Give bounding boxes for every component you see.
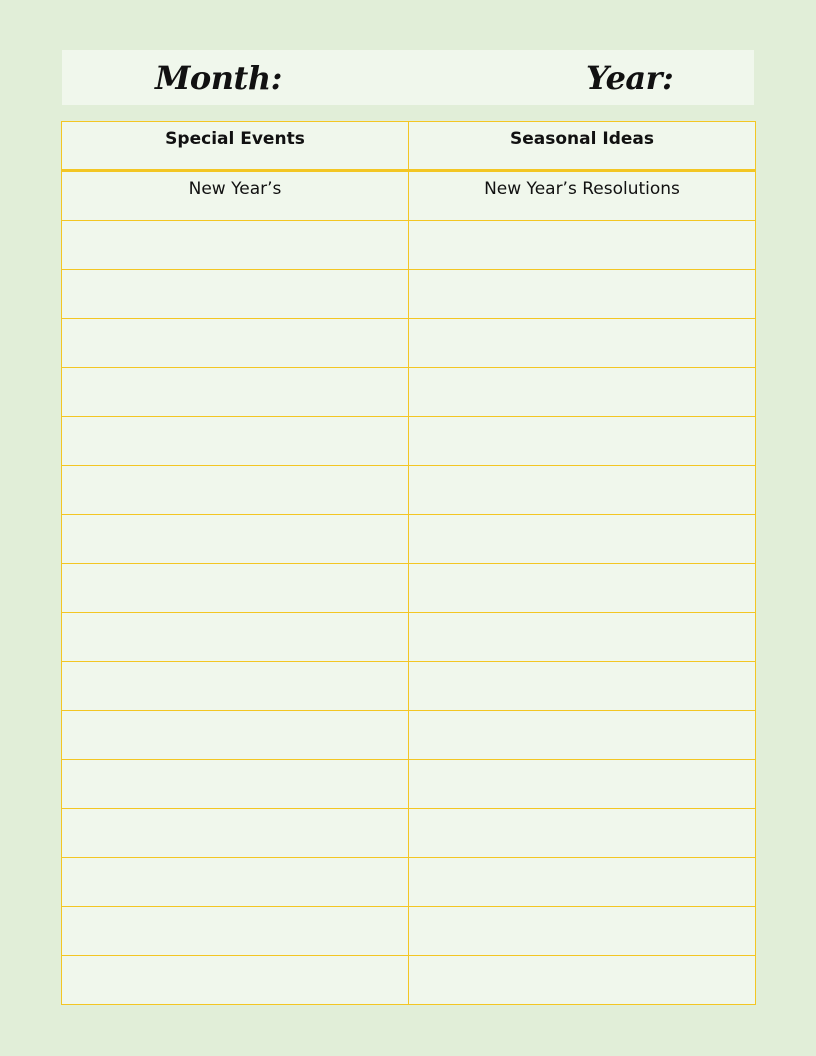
table-row — [62, 171, 756, 221]
header-bar — [62, 50, 754, 105]
special-event-cell[interactable] — [62, 221, 409, 270]
seasonal-idea-cell[interactable] — [409, 221, 756, 270]
special-event-cell[interactable] — [62, 368, 409, 417]
special-event-cell[interactable] — [62, 858, 409, 907]
seasonal-idea-cell[interactable] — [409, 368, 756, 417]
table-row — [62, 809, 756, 858]
seasonal-idea-cell[interactable] — [409, 662, 756, 711]
column-header-special-events: Special Events — [62, 122, 409, 171]
table-row — [62, 760, 756, 809]
table-row — [62, 270, 756, 319]
table-row — [62, 466, 756, 515]
special-event-cell[interactable] — [62, 907, 409, 956]
seasonal-idea-cell[interactable] — [409, 809, 756, 858]
seasonal-idea-cell[interactable] — [409, 417, 756, 466]
table-row — [62, 515, 756, 564]
events-table — [61, 121, 756, 1005]
special-event-cell[interactable] — [62, 711, 409, 760]
table-row — [62, 221, 756, 270]
special-event-cell[interactable]: New Year’s — [62, 171, 409, 221]
special-event-cell[interactable] — [62, 809, 409, 858]
seasonal-idea-cell[interactable]: New Year’s Resolutions — [409, 171, 756, 221]
table-row — [62, 956, 756, 1005]
special-event-cell[interactable] — [62, 466, 409, 515]
table-row — [62, 319, 756, 368]
seasonal-idea-cell[interactable] — [409, 956, 756, 1005]
seasonal-idea-cell[interactable] — [409, 319, 756, 368]
table-row — [62, 613, 756, 662]
seasonal-idea-cell[interactable] — [409, 564, 756, 613]
special-event-cell[interactable] — [62, 270, 409, 319]
seasonal-idea-cell[interactable] — [409, 858, 756, 907]
special-event-cell[interactable] — [62, 956, 409, 1005]
special-event-cell[interactable] — [62, 662, 409, 711]
month-label: Month: — [155, 59, 282, 97]
special-event-cell[interactable] — [62, 417, 409, 466]
special-event-cell[interactable] — [62, 319, 409, 368]
seasonal-idea-cell[interactable] — [409, 907, 756, 956]
table-header-row — [62, 122, 756, 171]
special-event-cell[interactable] — [62, 760, 409, 809]
seasonal-idea-cell[interactable] — [409, 613, 756, 662]
table-row — [62, 368, 756, 417]
table-row — [62, 858, 756, 907]
special-event-cell[interactable] — [62, 515, 409, 564]
seasonal-idea-cell[interactable] — [409, 711, 756, 760]
special-event-cell[interactable] — [62, 564, 409, 613]
special-event-cell[interactable] — [62, 613, 409, 662]
column-header-seasonal-ideas: Seasonal Ideas — [409, 122, 756, 171]
seasonal-idea-cell[interactable] — [409, 270, 756, 319]
seasonal-idea-cell[interactable] — [409, 515, 756, 564]
table-row — [62, 711, 756, 760]
table-row — [62, 907, 756, 956]
seasonal-idea-cell[interactable] — [409, 466, 756, 515]
year-label: Year: — [586, 59, 674, 97]
table-row — [62, 564, 756, 613]
seasonal-idea-cell[interactable] — [409, 760, 756, 809]
table-body — [62, 171, 756, 1005]
table-row — [62, 417, 756, 466]
table-row — [62, 662, 756, 711]
